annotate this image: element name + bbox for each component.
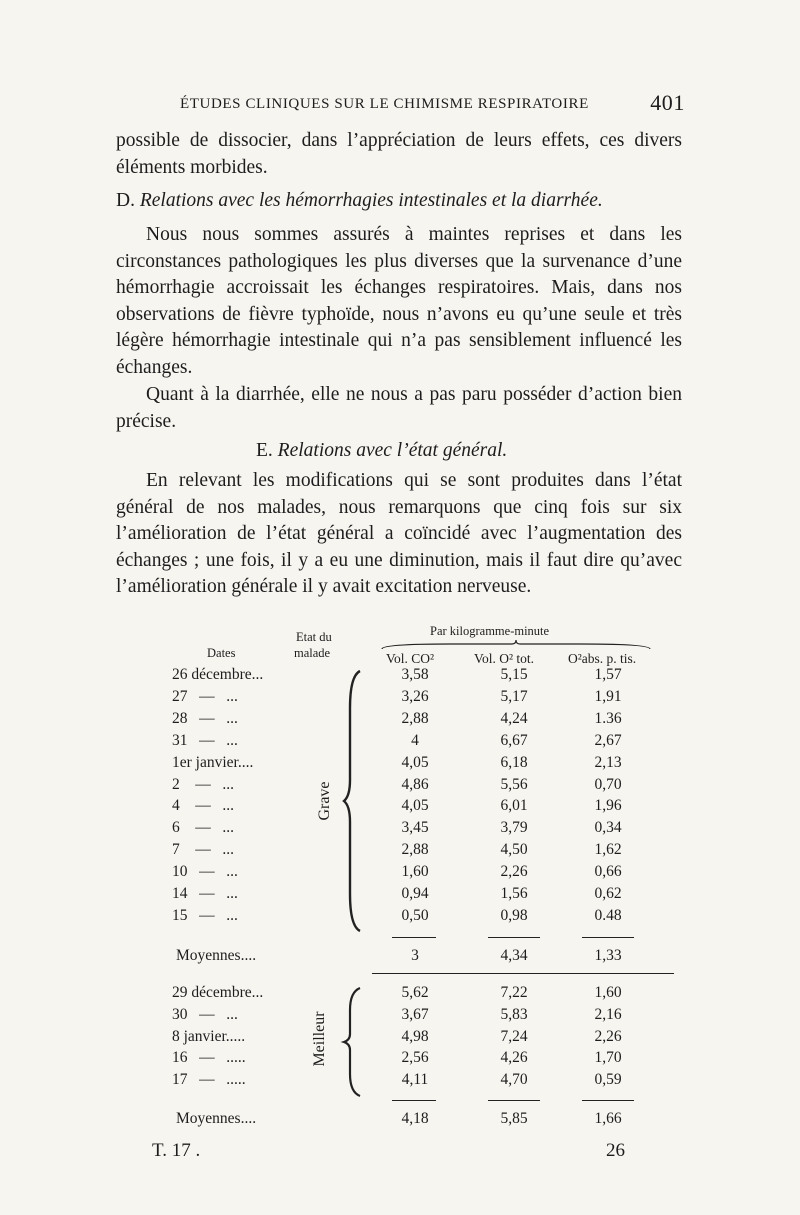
row-vol-co2: 2,56	[401, 1049, 429, 1067]
row-date: 31 — ...	[172, 731, 238, 749]
row-vol-co2: 0,94	[401, 885, 429, 902]
row-o2-abs: 0,66	[594, 863, 622, 881]
group-meilleur-state: Meilleur	[311, 1011, 328, 1067]
row-vol-o2: 5,56	[500, 775, 528, 793]
sum-rule-co2	[392, 937, 436, 938]
row-vol-o2: 6,67	[500, 731, 528, 749]
row-vol-o2: 4,26	[500, 1049, 528, 1067]
row-vol-o2: 6,18	[500, 753, 528, 771]
row-vol-co2: 4	[411, 731, 419, 749]
row-date: 8 janvier.....	[172, 1027, 246, 1045]
row-vol-co2: 4,11	[401, 1071, 429, 1089]
row-date: 16 — .....	[172, 1049, 246, 1067]
paragraph-4-text: En relevant les modifications qui se sont produites dans l’état général de nos malades, nous remarquons que cinq fois sur six l’amélioration de l’état général a coïncidé avec l’augmentation des échanges ; une fois, il y a eu une diminution, mais il faut dire qu’avec l’amélioration générale il y avait excitation nerveuse.	[116, 470, 682, 598]
row-date: 26 décembre...	[172, 666, 264, 683]
paragraph-3-text: Quant à la diarrhée, elle ne nous a pas paru posséder d’action bien précise.	[116, 384, 682, 432]
sum-rule-abs-2	[582, 1100, 634, 1101]
sum-rule-o2-2	[488, 1100, 540, 1101]
page-number: 401	[650, 90, 685, 115]
row-o2-abs: 1,91	[594, 687, 622, 705]
mean-o2-abs: 1,66	[594, 1110, 622, 1127]
section-d-title: Relations avec les hémorrhagies intestinales et la diarrhée.	[139, 190, 603, 211]
row-vol-o2: 6,01	[500, 797, 528, 815]
row-o2-abs: 1,62	[594, 841, 622, 859]
row-o2-abs: 2,26	[594, 1027, 622, 1045]
row-vol-o2: 3,79	[500, 819, 528, 837]
row-o2-abs: 2,13	[594, 753, 622, 771]
row-date: 1er janvier....	[172, 753, 254, 771]
row-date: 7 — ...	[172, 841, 234, 859]
row-vol-co2: 1,60	[401, 863, 429, 881]
row-vol-co2: 2,88	[401, 841, 429, 859]
row-date: 28 — ...	[172, 709, 238, 727]
row-vol-co2: 3,26	[401, 687, 429, 705]
row-vol-o2: 2,26	[500, 863, 528, 881]
header-vol-o2: Vol. O² tot.	[474, 651, 535, 666]
row-vol-co2: 3,58	[401, 666, 429, 683]
row-vol-co2: 4,86	[401, 775, 429, 793]
row-date: 17 — .....	[172, 1071, 246, 1089]
mean-vol-co2: 4,18	[401, 1110, 429, 1127]
row-vol-co2: 3,67	[401, 1005, 429, 1023]
row-vol-o2: 7,24	[500, 1027, 528, 1045]
mean-vol-o2: 4,34	[500, 947, 528, 964]
section-e-letter: E.	[256, 440, 273, 461]
row-vol-o2: 4,24	[500, 709, 528, 727]
row-date: 15 — ...	[172, 906, 238, 924]
mean-label: Moyennes....	[176, 1110, 257, 1127]
section-e-title: Relations avec l’état général.	[277, 440, 508, 461]
row-date: 6 — ...	[172, 819, 234, 837]
footer-sheet-number: 26	[606, 1140, 625, 1161]
mean-o2-abs: 1,33	[594, 947, 622, 964]
row-o2-abs: 1,57	[594, 666, 622, 683]
group-meilleur-brace	[342, 986, 366, 1098]
row-vol-o2: 4,70	[500, 1071, 528, 1089]
section-d-letter: D.	[116, 190, 135, 211]
row-o2-abs: 1,70	[594, 1049, 622, 1067]
row-vol-co2: 4,98	[401, 1027, 429, 1045]
header-state-line2: malade	[294, 646, 331, 660]
row-vol-o2: 5,15	[500, 666, 528, 683]
group-grave-brace	[342, 668, 366, 934]
row-vol-co2: 4,05	[401, 797, 429, 815]
row-vol-o2: 4,50	[500, 841, 528, 859]
row-vol-co2: 4,05	[401, 753, 429, 771]
header-vol-co2: Vol. CO²	[386, 651, 435, 666]
header-dates: Dates	[207, 646, 236, 660]
row-o2-abs: 0,70	[594, 775, 622, 793]
row-vol-o2: 5,83	[500, 1005, 528, 1023]
row-vol-co2: 0,50	[401, 906, 429, 924]
row-date: 4 — ...	[172, 797, 234, 815]
row-vol-o2: 0,98	[500, 906, 528, 924]
running-title: ÉTUDES CLINIQUES SUR LE CHIMISME RESPIRATOIRE	[180, 96, 589, 112]
mean-vol-co2: 3	[411, 947, 419, 964]
row-date: 29 décembre...	[172, 984, 264, 1001]
row-o2-abs: 1.36	[594, 709, 622, 727]
header-group-per-kg-minute: Par kilogramme-minute	[430, 624, 550, 638]
group-grave-state: Grave	[316, 781, 333, 821]
group-separator-rule	[372, 973, 674, 974]
row-o2-abs: 2,67	[594, 731, 622, 749]
mean-vol-o2: 5,85	[500, 1110, 528, 1127]
row-date: 10 — ...	[172, 863, 238, 881]
row-vol-co2: 2,88	[401, 709, 429, 727]
row-o2-abs: 0.48	[594, 906, 622, 924]
row-o2-abs: 1,96	[594, 797, 622, 815]
row-vol-o2: 1,56	[500, 885, 528, 902]
sum-rule-o2	[488, 937, 540, 938]
paragraph-1: possible de dissocier, dans l’appréciation de leurs effets, ces divers éléments morbides.	[116, 130, 682, 178]
header-state-line1: Etat du	[296, 630, 332, 644]
paragraph-2-text: Nous nous sommes assurés à maintes reprises et dans les circonstances pathologiques les plus diverses que la survenance d’une hémorrhagie accroissait les échanges respiratoires. Mais, dans nos observations de fièvre typhoïde, nous n’avons eu qu’une seule et très légère hémorrhagie intestinale qui n’a pas sensiblement influencé les échanges.	[116, 224, 682, 378]
row-date: 14 — ...	[172, 885, 238, 902]
row-date: 2 — ...	[172, 775, 234, 793]
row-o2-abs: 0,62	[594, 885, 622, 902]
row-o2-abs: 2,16	[594, 1005, 622, 1023]
sum-rule-co2-2	[392, 1100, 436, 1101]
row-vol-o2: 5,17	[500, 687, 528, 705]
footer-signature: T. 17 .	[152, 1140, 201, 1161]
row-date: 30 — ...	[172, 1005, 238, 1023]
row-o2-abs: 1,60	[594, 984, 622, 1001]
header-o2-abs: O²abs. p. tis.	[568, 651, 637, 666]
row-date: 27 — ...	[172, 687, 238, 705]
sum-rule-abs	[582, 937, 634, 938]
mean-label: Moyennes....	[176, 947, 257, 964]
row-o2-abs: 0,59	[594, 1071, 622, 1089]
row-o2-abs: 0,34	[594, 819, 622, 837]
row-vol-co2: 5,62	[401, 984, 429, 1001]
row-vol-co2: 3,45	[401, 819, 429, 837]
row-vol-o2: 7,22	[500, 984, 528, 1001]
